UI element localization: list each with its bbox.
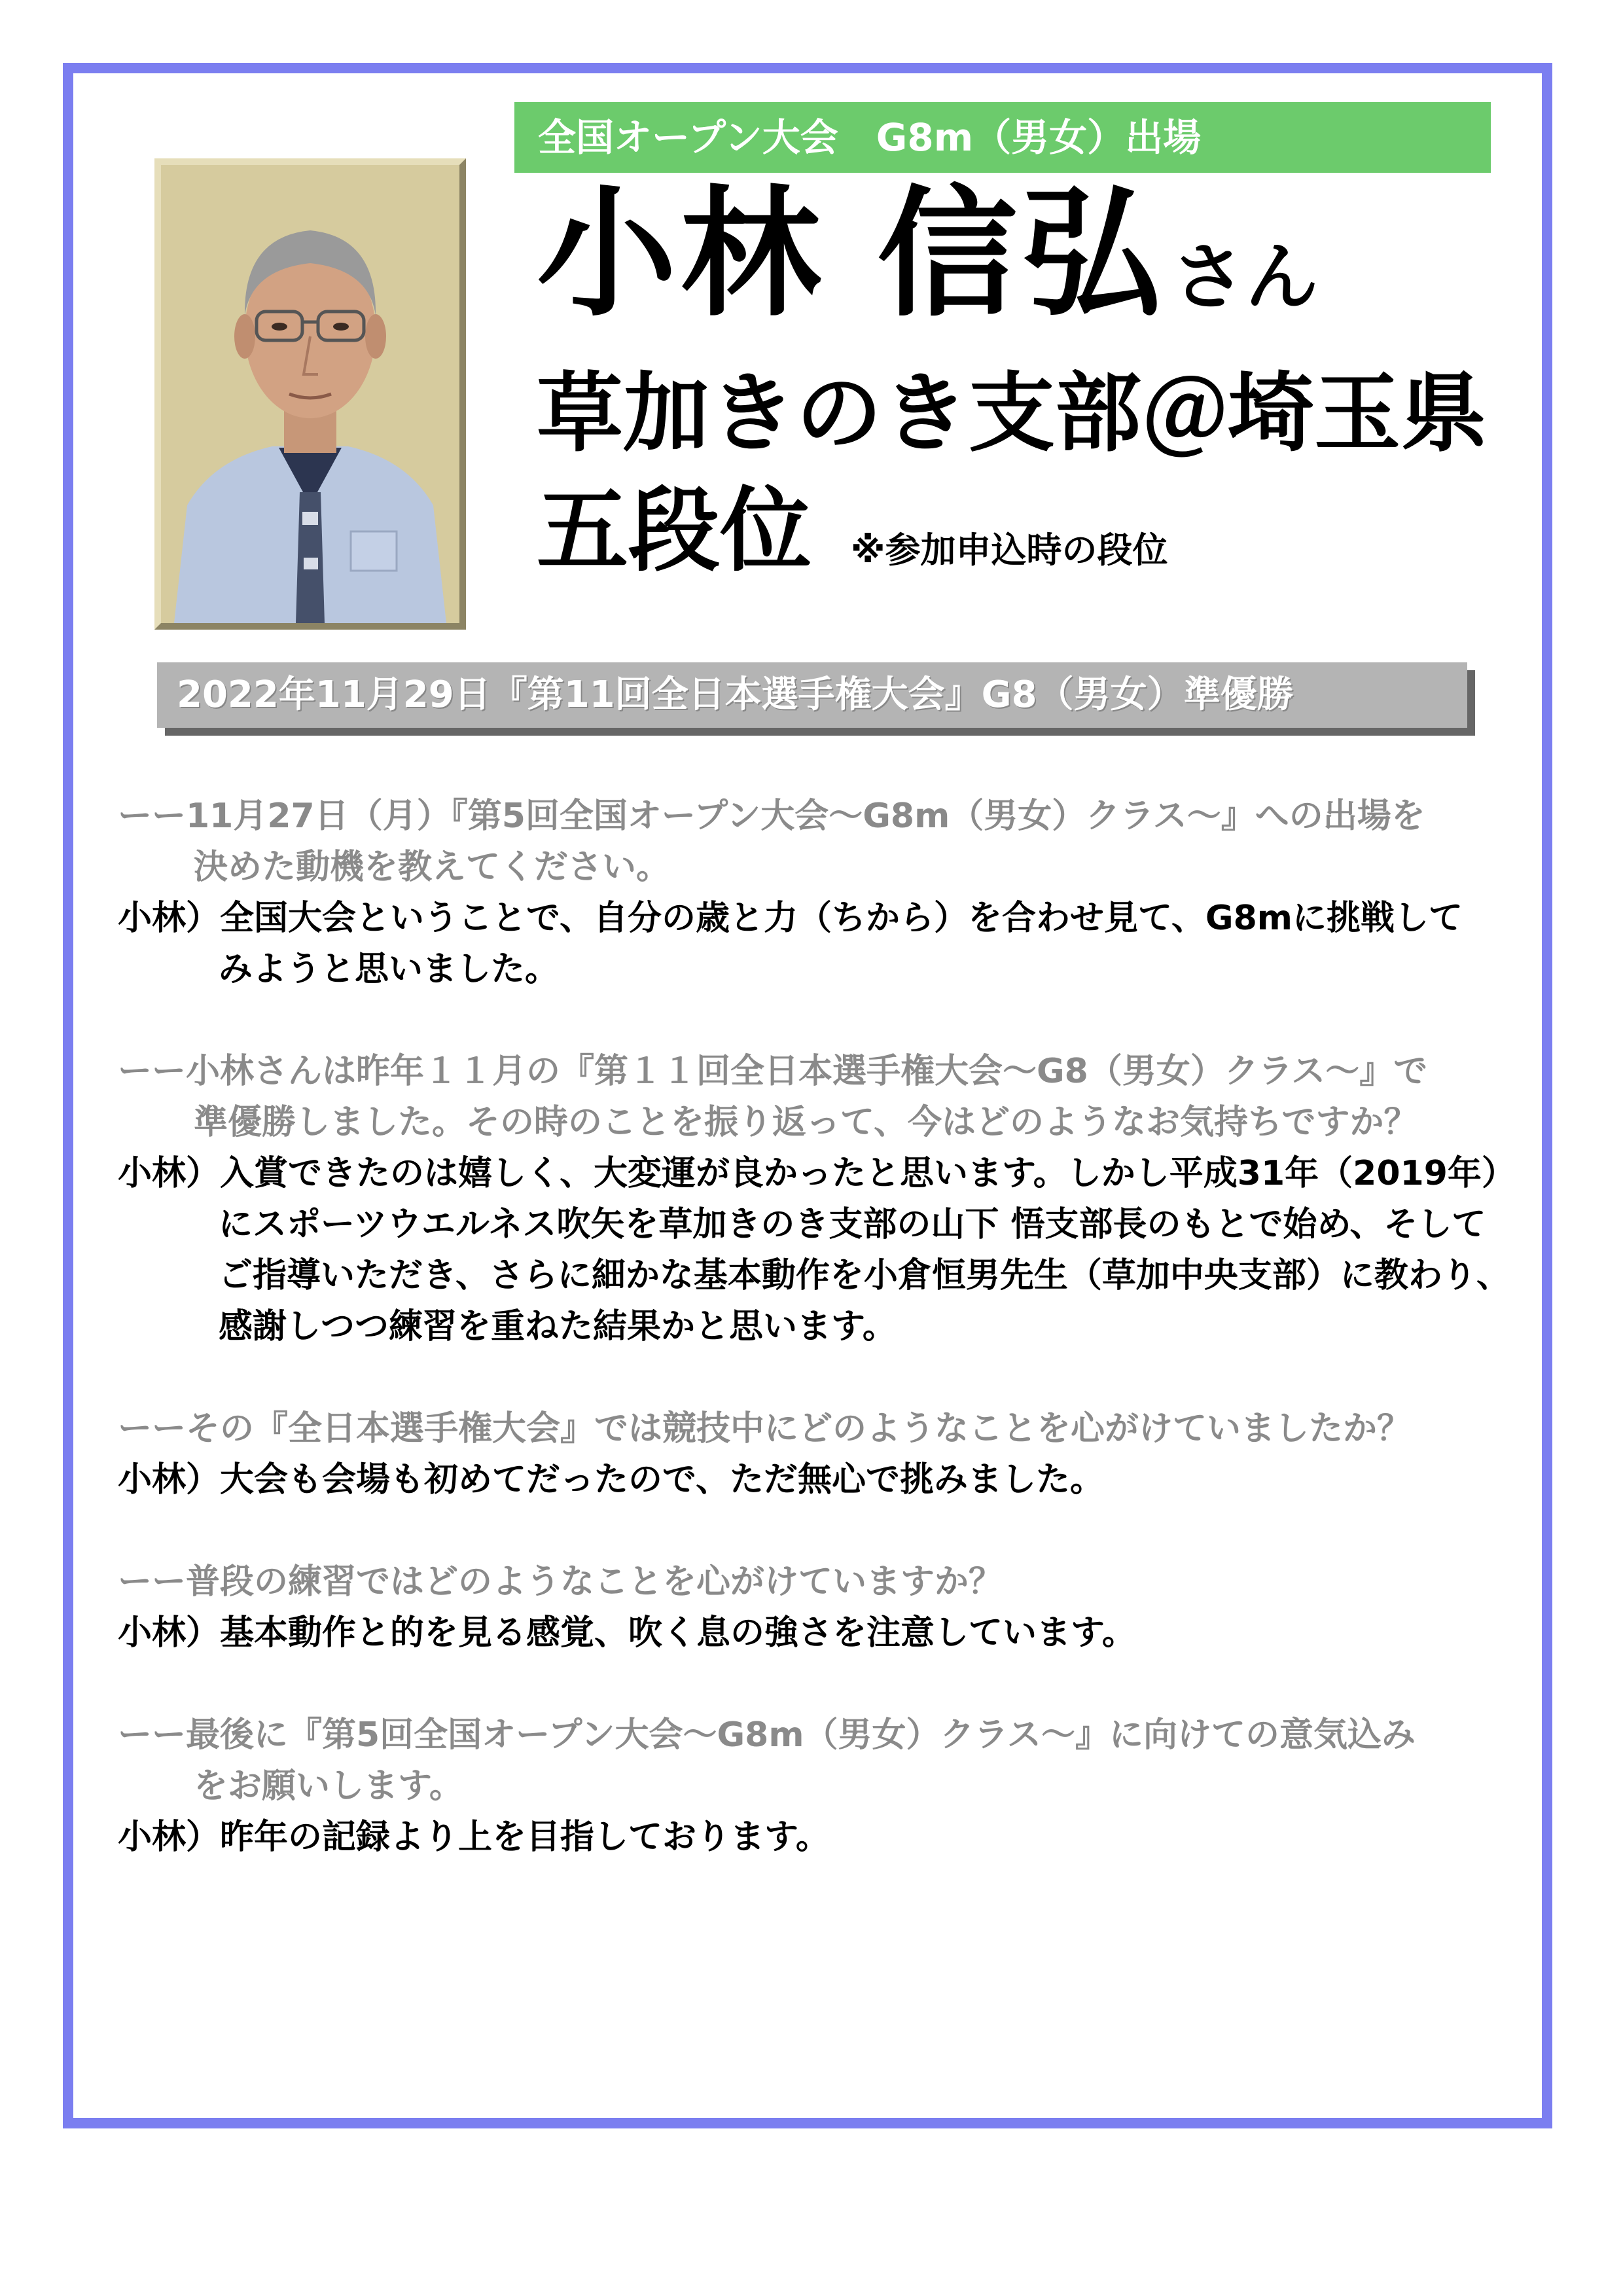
question: ーー小林さんは昨年１１月の『第１１回全日本選手権大会～G8（男女）クラス～』で 準優勝しました。その時のことを振り返って、今はどのようなお気持ちですか？	[118, 1052, 1428, 1142]
honorific: さん	[1171, 235, 1319, 320]
answer: 小林）昨年の記録より上を目指しております。	[118, 1818, 830, 1857]
qa-block-3	[118, 1403, 1531, 1505]
rank: 五段位	[537, 478, 812, 584]
answer: 小林）基本動作と的を見る感覚、吹く息の強さを注意しています。	[118, 1613, 1136, 1653]
qa-block-5	[118, 1710, 1531, 1863]
interview	[118, 791, 1531, 1914]
answer: 小林）全国大会ということで、自分の歳と力（ちから）を合わせ見て、G8mに挑戦して みようと思いました。	[118, 899, 1463, 989]
question: ーー最後に『第5回全国オープン大会～G8m（男女）クラス～』に向けての意気込み をお願いします。	[118, 1715, 1416, 1806]
branch-name: 草加きのき支部＠埼玉県	[537, 363, 1487, 464]
portrait-photo	[154, 158, 466, 630]
qa-block-4	[118, 1556, 1531, 1659]
question: ーー11月27日（月）『第5回全国オープン大会～G8m（男女）クラス～』への出場を 決めた動機を教えてください。	[118, 797, 1425, 887]
rank-note: ※参加申込時の段位	[851, 529, 1168, 571]
rank-row	[537, 478, 1168, 584]
event-banner: 全国オープン大会 G8m（男女）出場	[514, 102, 1491, 173]
qa-block-1	[118, 791, 1531, 995]
player-name: 小林 信弘	[537, 173, 1166, 336]
answer: 小林）入賞できたのは嬉しく、大変運が良かったと思います。しかし平成31年（2019年） にスポーツウエルネス吹矢を草加きのき支部の山下 悟支部長のもとで始め、そして ご指導いただき、さらに細かな基本動作を小倉恒男先生（草加中央支部）に教わり、 感謝しつつ練習を重ねた結果かと思います。	[118, 1154, 1516, 1346]
question: ーーその『全日本選手権大会』では競技中にどのようなことを心がけていましたか？	[118, 1409, 1412, 1448]
answer: 小林）大会も会場も初めてだったので、ただ無心で挑みました。	[118, 1460, 1104, 1499]
award-bar: 2022年11月29日『第11回全日本選手権大会』G8（男女）準優勝	[157, 662, 1467, 728]
question: ーー普段の練習ではどのようなことを心がけていますか？	[118, 1562, 1003, 1602]
profile-name-row	[537, 173, 1319, 336]
qa-block-2	[118, 1046, 1531, 1352]
